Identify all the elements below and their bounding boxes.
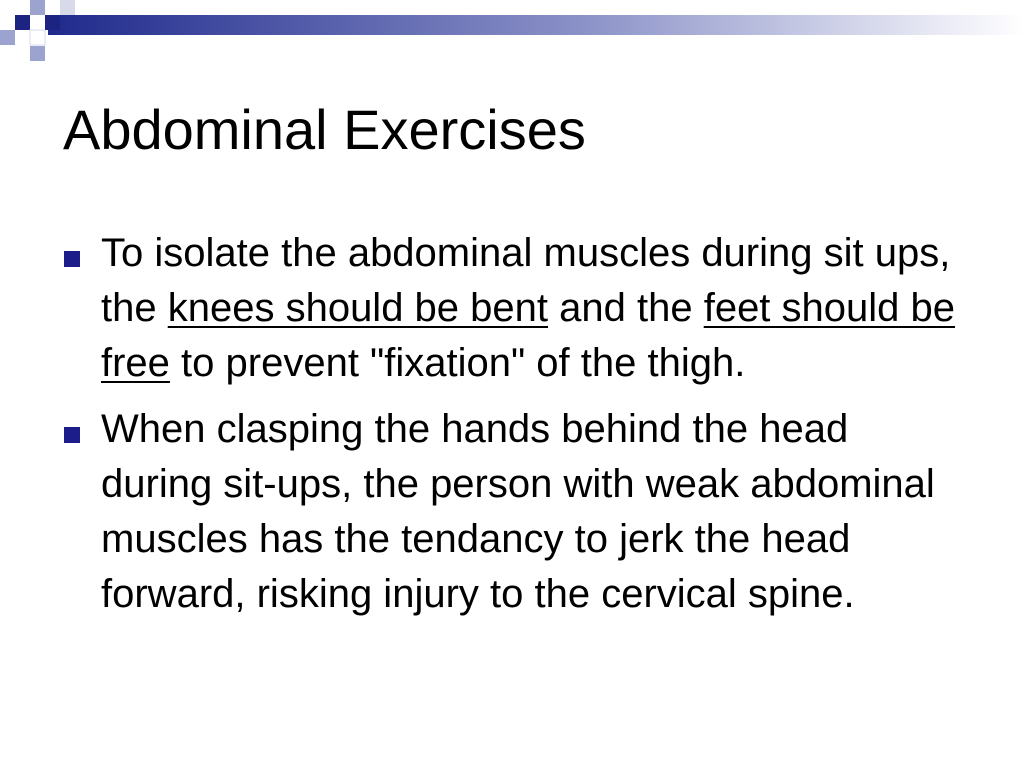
bullet-text-part: and the bbox=[548, 286, 704, 330]
header-square-2 bbox=[15, 15, 30, 30]
bullet-text-part: To isolate the abdominal muscles during sit ups, the bbox=[101, 231, 951, 330]
header-band-gradient bbox=[48, 15, 1024, 35]
header-square-5 bbox=[30, 30, 45, 45]
slide-title: Abdominal Exercises bbox=[63, 98, 586, 161]
square-bullet-icon bbox=[64, 251, 80, 267]
header-square-6 bbox=[45, 15, 60, 30]
header-square-4 bbox=[30, 0, 45, 15]
bullet-text-part: to prevent "fixation" of the thigh. bbox=[169, 341, 746, 385]
bullet-list bbox=[62, 226, 962, 633]
underlined-phrase: feet should be free bbox=[101, 286, 956, 385]
bullet-item bbox=[62, 226, 962, 391]
bullet-text: When clasping the hands behind the head during sit-ups, the person with weak abdominal muscles has the tendancy to jerk the head forward, risking injury to the cervical spine. bbox=[101, 407, 935, 616]
header-square-1 bbox=[0, 0, 15, 15]
bullet-text bbox=[101, 231, 955, 385]
header-square-3 bbox=[0, 30, 15, 45]
square-bullet-icon bbox=[64, 427, 80, 443]
bullet-item bbox=[62, 402, 962, 622]
header-decoration bbox=[0, 0, 1024, 62]
underlined-phrase: knees should be bent bbox=[167, 286, 549, 330]
header-square-7 bbox=[30, 46, 45, 61]
header-square-8 bbox=[60, 0, 75, 15]
